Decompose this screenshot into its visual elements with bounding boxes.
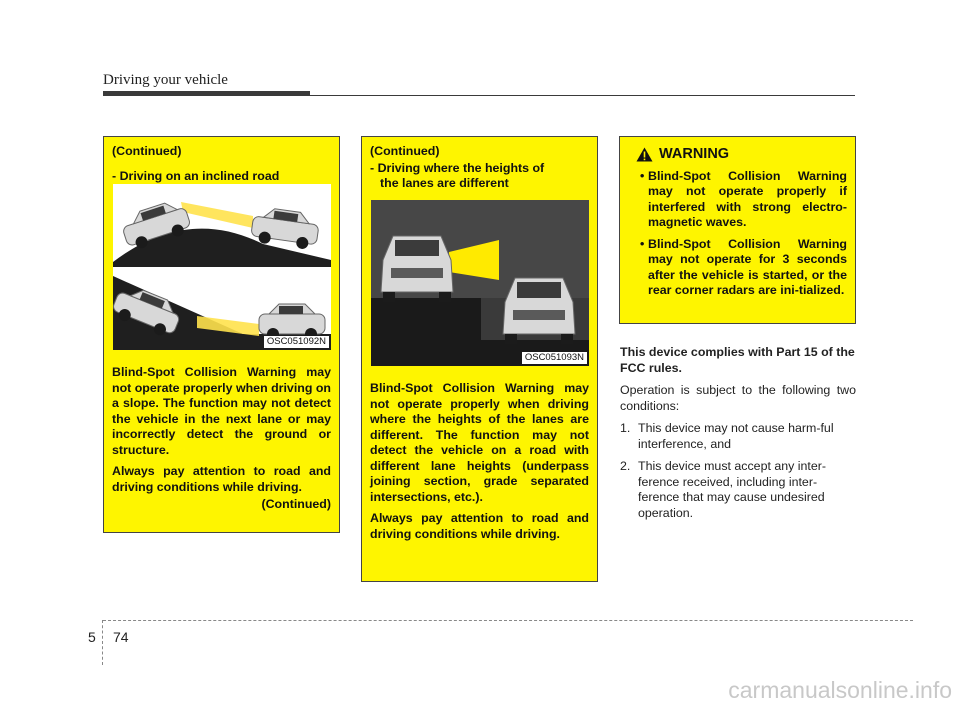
figure-code: OSC051092N — [264, 336, 329, 348]
lane-height-heading-1: - Driving where the heights of — [370, 160, 545, 175]
figure-code: OSC051093N — [522, 352, 587, 364]
attention-paragraph: Always pay attention to road and driving conditions while driving. — [112, 464, 331, 494]
lane-height-illustration — [371, 200, 589, 366]
warning-box — [619, 136, 856, 324]
inclined-road-heading: - Driving on an inclined road — [112, 168, 280, 183]
page-number: 74 — [113, 629, 129, 645]
lane-height-box — [361, 136, 598, 582]
fcc-conditions — [620, 421, 856, 521]
inclined-road-box — [103, 136, 340, 533]
warning-header — [636, 147, 847, 163]
inclined-road-figure — [113, 184, 331, 350]
attention-paragraph: Always pay attention to road and driving conditions while driving. — [370, 511, 589, 541]
warning-title: WARNING — [659, 146, 730, 162]
continued-label-top: (Continued) — [370, 144, 440, 158]
watermark: carmanualsonline.info — [728, 677, 952, 703]
fcc-heading: This device complies with Part 15 of the FCC rules. — [620, 345, 855, 375]
header-rule — [103, 95, 855, 96]
warning-list — [628, 169, 847, 299]
car-front-left-icon — [381, 236, 453, 302]
warning-item: • Blind-Spot Collision Warning may not operate for 3 seconds after the vehicle is started, or the rear corner radars are ini-tialized. — [628, 237, 847, 299]
header-title: Driving your vehicle — [103, 72, 228, 88]
continued-label-top: (Continued) — [112, 144, 182, 158]
fcc-condition: 2. This device must accept any inter-ference received, including inter-ference that may cause undesired operation. — [620, 459, 827, 520]
warning-item: • Blind-Spot Collision Warning may not operate properly if interfered with strong electro-magnetic waves. — [628, 169, 847, 231]
footer-rule — [103, 620, 913, 621]
lane-height-heading-2: the lanes are different — [380, 176, 509, 190]
warning-triangle-icon — [636, 147, 653, 162]
inclined-road-illustration — [113, 184, 331, 350]
continued-label-bottom: (Continued) — [261, 497, 331, 511]
fcc-condition: 1. This device may not cause harm-ful interference, and — [620, 421, 834, 451]
inclined-road-paragraph: Blind-Spot Collision Warning may not operate properly when driving on a slope. The function may not detect the vehicle in the next lane or may incorrectly detect the ground or structure. — [112, 365, 331, 457]
footer-divider — [102, 620, 103, 665]
fcc-section — [620, 345, 856, 528]
section-number: 5 — [88, 629, 96, 645]
car-front-right-icon — [503, 278, 575, 344]
fcc-intro: Operation is subject to the following two conditions: — [620, 383, 856, 413]
lane-height-figure — [371, 200, 589, 366]
lane-height-paragraph: Blind-Spot Collision Warning may not operate properly when driving where the heights of the lanes are different. The function may not detect the vehicle on a road with different lane heights (underpass joining section, grade separated intersections, etc.). — [370, 381, 589, 504]
